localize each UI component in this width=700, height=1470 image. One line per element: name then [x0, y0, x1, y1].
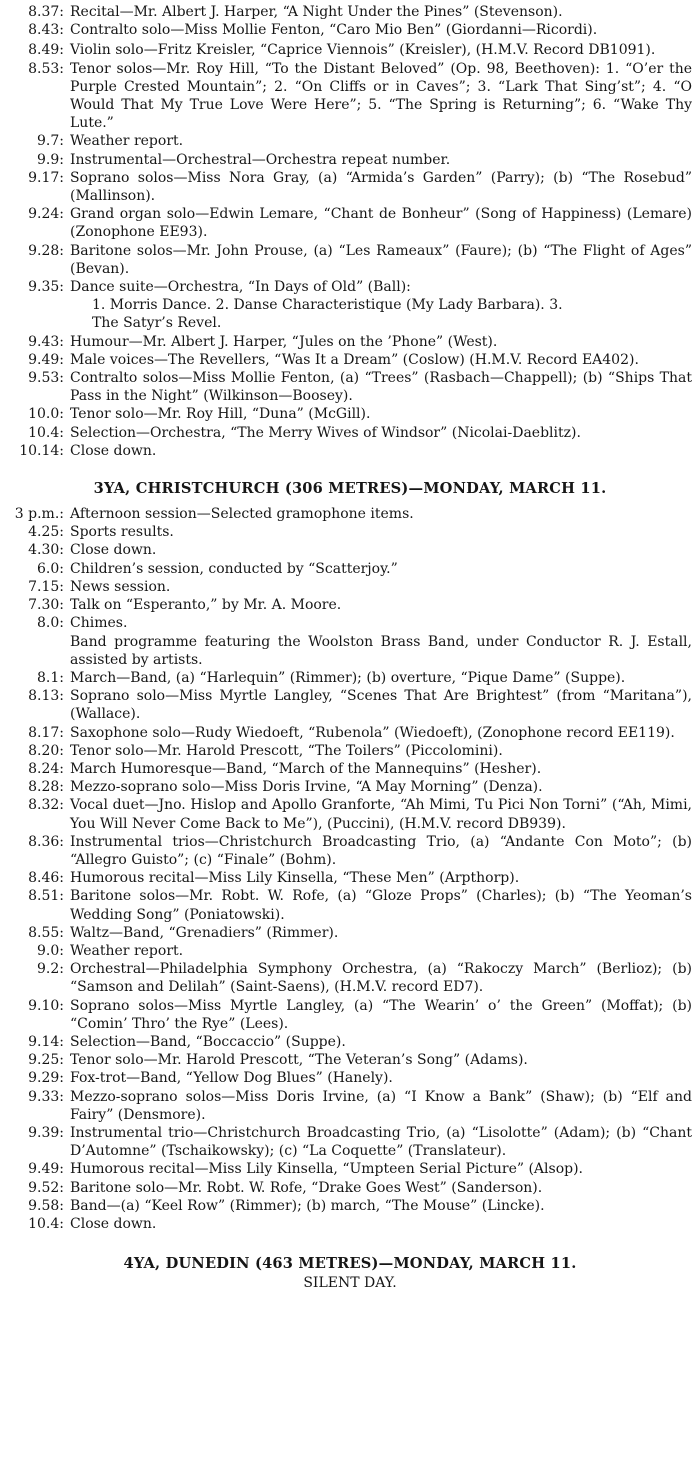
- entry-time: 10.4:: [28, 424, 64, 441]
- entry-text: Contralto solo—Miss Mollie Fenton, “Caro Mio Ben” (Giordanni—Ricordi).: [70, 22, 598, 39]
- entry-text: Close down.: [70, 542, 157, 559]
- entry-time: 8.53:: [28, 60, 64, 77]
- entry-text: Soprano solo—Miss Myrtle Langley, “Scenes That Are Brightest” (from “Maritana”), (Wallace).: [70, 688, 692, 723]
- entry-text: Selection—Band, “Boccaccio” (Suppe).: [70, 1033, 346, 1050]
- programme-entry: [0, 887, 700, 923]
- entry-time: 9.9:: [37, 151, 64, 168]
- entry-time: 9.10:: [28, 997, 64, 1014]
- programme-entry: [0, 41, 700, 59]
- section-4ya-dunedin: [0, 1255, 700, 1292]
- programme-entry: [0, 169, 700, 205]
- entry-text: Violin solo—Fritz Kreisler, “Caprice Viennois” (Kreisler), (H.M.V. Record DB1091).: [70, 42, 656, 59]
- programme-entry: [0, 151, 700, 169]
- entry-time: 9.25:: [28, 1052, 64, 1069]
- programme-entry: [0, 687, 700, 723]
- programme-entry: [0, 942, 700, 960]
- entry-text: News session.: [70, 578, 171, 595]
- programme-entry: [0, 669, 700, 687]
- programme-entry: [0, 1215, 700, 1233]
- entry-time: 9.28:: [28, 242, 64, 259]
- entry-time: 9.35:: [28, 279, 64, 296]
- entry-text: Instrumental trio—Christchurch Broadcasting Trio, (a) “Lisolotte” (Adam); (b) “Chant D’Automne” (Tschaikowsky); (c) “La Coquette” (Translateur).: [70, 1124, 692, 1160]
- entry-time: 8.55:: [28, 924, 64, 941]
- programme-entry: [0, 778, 700, 796]
- programme-entry: [0, 1088, 700, 1124]
- entry-time: 8.1:: [37, 669, 64, 686]
- entry-text: Orchestral—Philadelphia Symphony Orchestra, (a) “Rakoczy March” (Berlioz); (b) “Samson and Delilah” (Saint-Saens), (H.M.V. record ED7).: [70, 961, 692, 996]
- entry-text: Saxophone solo—Rudy Wiedoeft, “Rubenola” (Wiedoeft), (Zonophone record EE119).: [70, 724, 675, 741]
- entry-time: 9.52:: [28, 1179, 64, 1196]
- programme-entry: [0, 442, 700, 460]
- entry-time: 9.39:: [28, 1124, 64, 1141]
- entry-time: 8.37:: [28, 4, 64, 20]
- entry-text: Tenor solo—Mr. Harold Prescott, “The Toilers” (Piccolomini).: [70, 742, 503, 759]
- entry-text: Waltz—Band, “Grenadiers” (Rimmer).: [70, 924, 339, 941]
- entry-text: Fox-trot—Band, “Yellow Dog Blues” (Hanely).: [70, 1070, 393, 1087]
- entry-text: March Humoresque—Band, “March of the Mannequins” (Hesher).: [70, 760, 542, 777]
- entry-time: 9.7:: [37, 133, 64, 150]
- entry-time: 9.33:: [28, 1088, 64, 1105]
- entry-time: 8.28:: [28, 779, 64, 796]
- entry-time: 9.58:: [28, 1197, 64, 1214]
- entry-time: 9.17:: [28, 169, 64, 186]
- programme-entry: [0, 424, 700, 442]
- entry-time: 9.53:: [28, 370, 64, 387]
- entry-text: Talk on “Esperanto,” by Mr. A. Moore.: [70, 597, 342, 614]
- programme-entry: [0, 796, 700, 832]
- entry-time: 10.0:: [28, 406, 64, 423]
- entry-time: 10.4:: [28, 1216, 64, 1232]
- programme-entry: [0, 1179, 700, 1197]
- programme-entry: [0, 132, 700, 150]
- entry-text: Tenor solo—Mr. Harold Prescott, “The Veteran’s Song” (Adams).: [70, 1052, 528, 1069]
- station-heading: 3YA, CHRISTCHURCH (306 METRES)—MONDAY, MARCH 11.: [93, 480, 607, 498]
- programme-entry: [0, 578, 700, 596]
- entry-time: 9.2:: [37, 961, 64, 978]
- entry-text: Humorous recital—Miss Lily Kinsella, “These Men” (Arpthorp).: [70, 870, 520, 887]
- silent-day-note: SILENT DAY.: [303, 1275, 397, 1292]
- programme-entry: [0, 1051, 700, 1069]
- entry-time: 6.0:: [37, 560, 64, 577]
- programme-entry: [0, 760, 700, 778]
- programme-entry: [0, 1124, 700, 1160]
- entry-text: Recital—Mr. Albert J. Harper, “A Night Under the Pines” (Stevenson).: [70, 4, 563, 20]
- programme-entry: [0, 833, 700, 869]
- entry-text: Close down.: [70, 442, 157, 459]
- programme-entry: [0, 351, 700, 369]
- programme-entry: [0, 21, 700, 39]
- programme-entry: [0, 523, 700, 541]
- entry-text: Humorous recital—Miss Lily Kinsella, “Umpteen Serial Picture” (Alsop).: [70, 1161, 583, 1178]
- entry-time: 10.14:: [19, 442, 64, 459]
- programme-entry: [0, 60, 700, 133]
- entry-text: Tenor solo—Mr. Roy Hill, “Duna” (McGill).: [70, 406, 371, 423]
- entry-time: 8.49:: [28, 42, 64, 59]
- entry-time: 8.43:: [28, 22, 64, 39]
- entry-time: 9.49:: [28, 1161, 64, 1178]
- entry-time: 8.24:: [28, 760, 64, 777]
- entry-text: Weather report.: [70, 942, 184, 959]
- programme-entry: [0, 505, 700, 523]
- programme-entry: [0, 242, 700, 278]
- entry-text: Baritone solos—Mr. John Prouse, (a) “Les Rameaux” (Faure); (b) “The Flight of Ages” (Bevan).: [70, 242, 692, 277]
- entry-text: Soprano solos—Miss Myrtle Langley, (a) “The Wearin’ o’ the Green” (Moffat); (b) “Comin’ Thro’ the Rye” (Lees).: [70, 997, 692, 1032]
- programme-entry: [0, 724, 700, 742]
- entry-text: Weather report.: [70, 133, 184, 150]
- entry-time: 7.15:: [28, 578, 64, 595]
- entry-text: Mezzo-soprano solos—Miss Doris Irvine, (a) “I Know a Bank” (Shaw); (b) “Elf and Fairy” (Densmore).: [70, 1088, 692, 1123]
- entry-text: Band—(a) “Keel Row” (Rimmer); (b) march, “The Mouse” (Lincke).: [70, 1197, 545, 1214]
- band-programme-note: Band programme featuring the Woolston Brass Band, under Conductor R. J. Estall, assisted by artists.: [70, 633, 692, 668]
- entry-time: 8.13:: [28, 688, 64, 705]
- entry-text: Dance suite—Orchestra, “In Days of Old” (Ball):: [70, 279, 411, 296]
- entry-text: Mezzo-soprano solo—Miss Doris Irvine, “A May Morning” (Denza).: [70, 779, 543, 796]
- entry-time: 9.49:: [28, 351, 64, 368]
- entry-time: 9.24:: [28, 206, 64, 223]
- programme-entry: [0, 278, 700, 296]
- entry-time: 8.0:: [37, 615, 64, 632]
- entry-time: 9.0:: [37, 942, 64, 959]
- section-3ya-christchurch: [0, 480, 700, 1233]
- programme-entry: [0, 369, 700, 405]
- programme-entry: [0, 960, 700, 996]
- entry-time: 9.43:: [28, 333, 64, 350]
- entry-text: Baritone solos—Mr. Robt. W. Rofe, (a) “Gloze Props” (Charles); (b) “The Yeoman’s Wedding Song” (Poniatowski).: [70, 888, 692, 923]
- programme-entry: [0, 869, 700, 887]
- entry-text: Baritone solo—Mr. Robt. W. Rofe, “Drake Goes West” (Sanderson).: [70, 1179, 543, 1196]
- programme-page: [0, 3, 700, 1292]
- entry-text: Afternoon session—Selected gramophone items.: [70, 506, 414, 523]
- entry-text: Chimes.: [70, 615, 128, 632]
- entry-time: 8.51:: [28, 888, 64, 905]
- programme-entry: [0, 3, 700, 21]
- entry-time: 4.30:: [28, 542, 64, 559]
- entry-text: Sports results.: [70, 524, 174, 541]
- entry-text: Male voices—The Revellers, “Was It a Dream” (Coslow) (H.M.V. Record EA402).: [70, 351, 639, 368]
- entry-text: Instrumental—Orchestral—Orchestra repeat number.: [70, 151, 451, 168]
- entry-time: 3 p.m.:: [14, 506, 64, 523]
- station-heading: 4YA, DUNEDIN (463 METRES)—MONDAY, MARCH 11.: [123, 1255, 577, 1273]
- entry-text: Selection—Orchestra, “The Merry Wives of Windsor” (Nicolai-Daeblitz).: [70, 424, 581, 441]
- programme-entry: [0, 742, 700, 760]
- entry-text: Contralto solos—Miss Mollie Fenton, (a) “Trees” (Rasbach—Chappell); (b) “Ships That Pass in the Night” (Wilkinson—Boosey).: [70, 370, 692, 405]
- entry-text: Instrumental trios—Christchurch Broadcasting Trio, (a) “Andante Con Moto”; (b) “Allegro Guisto”; (c) “Finale” (Bohm).: [70, 833, 692, 868]
- section-1: [0, 3, 700, 460]
- entry-text: Soprano solos—Miss Nora Gray, (a) “Armida’s Garden” (Parry); (b) “The Rosebud” (Mallinson).: [70, 169, 692, 205]
- entry-time: 8.20:: [28, 742, 64, 759]
- entry-text: Close down.: [70, 1216, 157, 1232]
- entry-time: 7.30:: [28, 597, 64, 614]
- dance-suite-parts: The Satyr’s Revel.: [92, 315, 222, 332]
- programme-entry: [0, 405, 700, 423]
- entry-text: Humour—Mr. Albert J. Harper, “Jules on the ’Phone” (West).: [70, 333, 498, 350]
- entry-text: Vocal duet—Jno. Hislop and Apollo Granforte, “Ah Mimi, Tu Pici Non Torni” (“Ah, Mimi, You Will Never Come Back to Me”), (Puccini), (H.M.V. record DB939).: [70, 797, 692, 832]
- programme-entry: [0, 1197, 700, 1215]
- entry-time: 9.14:: [28, 1033, 64, 1050]
- entry-time: 9.29:: [28, 1070, 64, 1087]
- programme-entry: [0, 333, 700, 351]
- entry-time: 8.46:: [28, 870, 64, 887]
- programme-entry: [0, 1033, 700, 1051]
- programme-entry: [0, 997, 700, 1033]
- programme-entry: [0, 541, 700, 559]
- entry-time: 8.36:: [28, 833, 64, 850]
- entry-time: 8.32:: [28, 797, 64, 814]
- entry-time: 8.17:: [28, 724, 64, 741]
- programme-entry: [0, 1160, 700, 1178]
- dance-suite-parts: 1. Morris Dance. 2. Danse Characteristique (My Lady Barbara). 3.: [92, 297, 563, 314]
- programme-entry: [0, 1069, 700, 1087]
- entry-time: 4.25:: [28, 524, 64, 541]
- programme-entry: [0, 205, 700, 241]
- entry-text: Grand organ solo—Edwin Lemare, “Chant de Bonheur” (Song of Happiness) (Lemare) (Zonophone EE93).: [70, 206, 692, 241]
- programme-entry: [0, 560, 700, 578]
- programme-entry: [0, 596, 700, 614]
- programme-entry: [0, 924, 700, 942]
- entry-text: Tenor solos—Mr. Roy Hill, “To the Distant Beloved” (Op. 98, Beethoven): 1. “O’er the Purple Crested Mountain”; 2. “On Cliffs or in Caves”; 3. “Lark That Sing’st”; 4. “O Would That My True Love Were Here”; 5. “The Spring is Returning”; 6. “Wake Thy Lute.”: [70, 60, 692, 132]
- programme-entry: [0, 614, 700, 632]
- entry-text: March—Band, (a) “Harlequin” (Rimmer); (b) overture, “Pique Dame” (Suppe).: [70, 669, 626, 686]
- entry-text: Children’s session, conducted by “Scatterjoy.”: [70, 560, 398, 577]
